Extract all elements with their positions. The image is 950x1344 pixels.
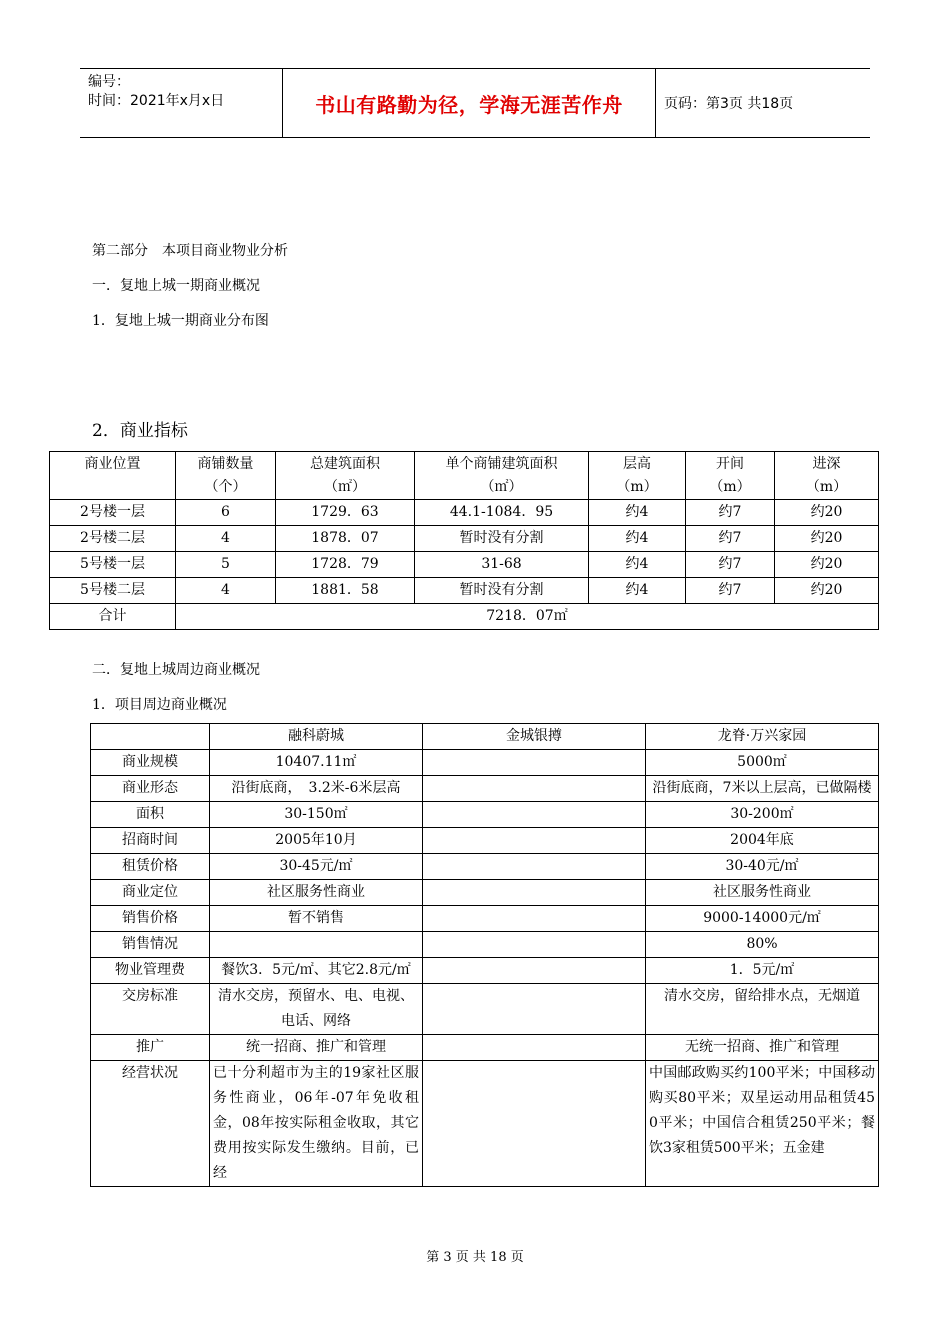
header-cell: 金城银撙	[423, 724, 646, 750]
table-cell: 6	[176, 500, 276, 526]
header-cell-line: （m）	[805, 479, 848, 495]
header-cell	[50, 452, 176, 500]
header-cell-line: （㎡）	[324, 479, 366, 495]
table-cell: 30-45元/㎡	[210, 854, 423, 880]
table-cell	[423, 802, 646, 828]
table-row	[91, 1035, 879, 1061]
table-cell: 无统一招商、推广和管理	[646, 1035, 879, 1061]
row-label: 销售情况	[91, 932, 210, 958]
section-1-heading: 一．复地上城一期商业概况	[92, 278, 260, 294]
row-label: 物业管理费	[91, 958, 210, 984]
table-row	[50, 578, 879, 604]
page-footer: 第 3 页 共 18 页	[426, 1250, 524, 1265]
table-cell: 1878．07	[276, 526, 415, 552]
table-cell: 1．5元/㎡	[646, 958, 879, 984]
table-row	[91, 750, 879, 776]
surrounding-commerce-body	[91, 724, 879, 1187]
row-label: 经营状况	[91, 1061, 210, 1187]
table-cell: 5号楼二层	[50, 578, 176, 604]
header-cell: 融科蔚城	[210, 724, 423, 750]
table-cell	[423, 906, 646, 932]
commercial-indicators-body	[50, 452, 879, 630]
header-cell-line: 开间	[716, 456, 744, 472]
table-row	[91, 984, 879, 1035]
total-label: 合计	[50, 604, 176, 630]
table-cell	[423, 932, 646, 958]
row-label: 招商时间	[91, 828, 210, 854]
header-cell-line: 单个商铺建筑面积	[445, 456, 558, 472]
header-page-label: 页码：第3页 共18页	[664, 96, 794, 112]
table-cell: 暂不销售	[210, 906, 423, 932]
table-cell	[423, 1061, 646, 1187]
table-cell: 2号楼一层	[50, 500, 176, 526]
table-cell: 5号楼一层	[50, 552, 176, 578]
table-cell: 80%	[646, 932, 879, 958]
table-cell: 暂时没有分割	[415, 526, 589, 552]
table-cell: 30-150㎡	[210, 802, 423, 828]
table-row	[91, 828, 879, 854]
table-cell: 44.1-1084．95	[415, 500, 589, 526]
table-cell: 约7	[686, 578, 775, 604]
commercial-indicators-table	[49, 451, 879, 630]
table-row	[50, 526, 879, 552]
table-cell: 约20	[775, 526, 879, 552]
table-row	[91, 776, 879, 802]
table-cell: 约4	[589, 578, 686, 604]
header-cell	[686, 452, 775, 500]
table-cell: 5	[176, 552, 276, 578]
table-cell: 沿街底商，7米以上层高，已做隔楼	[646, 776, 879, 802]
total-value: 7218．07㎡	[176, 604, 879, 630]
header-cell-line: （m）	[709, 479, 751, 495]
table-cell: 约7	[686, 526, 775, 552]
table-header-row	[50, 452, 879, 500]
table-cell: 社区服务性商业	[210, 880, 423, 906]
table-header-row	[91, 724, 879, 750]
header-meta	[80, 69, 282, 137]
header-cell-line: 层高	[623, 456, 651, 472]
row-label: 租赁价格	[91, 854, 210, 880]
page-header	[80, 68, 870, 138]
table-cell	[423, 958, 646, 984]
table-cell: 清水交房，留给排水点，无烟道	[646, 984, 879, 1035]
table-cell: 31-68	[415, 552, 589, 578]
table-cell: 2005年10月	[210, 828, 423, 854]
table-cell: 2号楼二层	[50, 526, 176, 552]
table-row	[50, 552, 879, 578]
table-cell	[423, 750, 646, 776]
table-row	[50, 500, 879, 526]
part-title: 第二部分 本项目商业物业分析	[92, 243, 288, 259]
row-label: 面积	[91, 802, 210, 828]
number-label: 编号：	[88, 74, 130, 90]
table-cell: 约4	[589, 552, 686, 578]
row-label: 推广	[91, 1035, 210, 1061]
table-cell: 1729．63	[276, 500, 415, 526]
header-cell: 龙脊·万兴家园	[646, 724, 879, 750]
table-cell: 1881．58	[276, 578, 415, 604]
header-cell-line: 商业位置	[84, 456, 141, 472]
table-cell	[423, 776, 646, 802]
time-label: 时间：2021年x月x日	[88, 93, 225, 109]
table-cell: 2004年底	[646, 828, 879, 854]
table-cell: 9000-14000元/㎡	[646, 906, 879, 932]
header-cell-line: （个）	[204, 479, 247, 495]
table-cell: 统一招商、推广和管理	[210, 1035, 423, 1061]
table-cell: 已十分利超市为主的19家社区服务性商业，06年-07年免收租金，08年按实际租金收取，其它费用按实际发生缴纳。目前，已经	[210, 1061, 423, 1187]
header-cell	[415, 452, 589, 500]
table-cell: 清水交房，预留水、电、电视、电话、网络	[210, 984, 423, 1035]
table-cell: 约20	[775, 552, 879, 578]
table-row	[91, 854, 879, 880]
surrounding-commerce-table	[90, 723, 879, 1187]
table-cell: 约4	[589, 500, 686, 526]
row-label: 商业规模	[91, 750, 210, 776]
table-row	[91, 1061, 879, 1187]
header-cell	[176, 452, 276, 500]
header-cell	[589, 452, 686, 500]
table-cell: 社区服务性商业	[646, 880, 879, 906]
table-cell: 暂时没有分割	[415, 578, 589, 604]
table-cell: 约7	[686, 552, 775, 578]
header-cell-line: （㎡）	[480, 479, 523, 495]
table-cell	[423, 880, 646, 906]
table-cell: 30-40元/㎡	[646, 854, 879, 880]
table-row	[91, 958, 879, 984]
table-cell: 约7	[686, 500, 775, 526]
item-1-heading: 1．复地上城一期商业分布图	[92, 313, 269, 329]
table-row	[91, 880, 879, 906]
table-cell: 餐饮3．5元/㎡、其它2.8元/㎡	[210, 958, 423, 984]
table-cell	[423, 1035, 646, 1061]
table-cell	[210, 932, 423, 958]
header-motto: 书山有路勤为径，学海无涯苦作舟	[282, 69, 656, 137]
table-cell: 约20	[775, 500, 879, 526]
table-row	[91, 932, 879, 958]
header-cell-line: （m）	[616, 479, 658, 495]
header-cell-line: 进深	[812, 456, 841, 472]
table-cell: 中国邮政购买约100平米；中国移动购买80平米；双星运动用品租赁450平米；中国信合租赁250平米；餐饮3家租赁500平米；五金建	[646, 1061, 879, 1187]
row-label: 交房标准	[91, 984, 210, 1035]
table-cell: 约20	[775, 578, 879, 604]
section-2-heading: 二．复地上城周边商业概况	[92, 662, 260, 678]
table-row	[91, 802, 879, 828]
row-label: 商业定位	[91, 880, 210, 906]
row-label: 销售价格	[91, 906, 210, 932]
header-cell	[91, 724, 210, 750]
table-cell: 4	[176, 526, 276, 552]
total-row	[50, 604, 879, 630]
table-cell: 约4	[589, 526, 686, 552]
table-cell: 30-200㎡	[646, 802, 879, 828]
header-cell-line: 总建筑面积	[310, 456, 380, 472]
table-cell: 10407.11㎡	[210, 750, 423, 776]
item-2-heading: 2．商业指标	[92, 421, 188, 441]
item-3-heading: 1．项目周边商业概况	[92, 697, 227, 713]
row-label: 商业形态	[91, 776, 210, 802]
table-cell: 5000㎡	[646, 750, 879, 776]
header-cell-line: 商铺数量	[197, 456, 254, 472]
table-cell	[423, 984, 646, 1035]
table-cell	[423, 854, 646, 880]
table-cell: 4	[176, 578, 276, 604]
table-cell	[423, 828, 646, 854]
table-row	[91, 906, 879, 932]
header-cell	[775, 452, 879, 500]
table-cell: 1728．79	[276, 552, 415, 578]
table-cell: 沿街底商， 3.2米-6米层高	[210, 776, 423, 802]
header-cell	[276, 452, 415, 500]
